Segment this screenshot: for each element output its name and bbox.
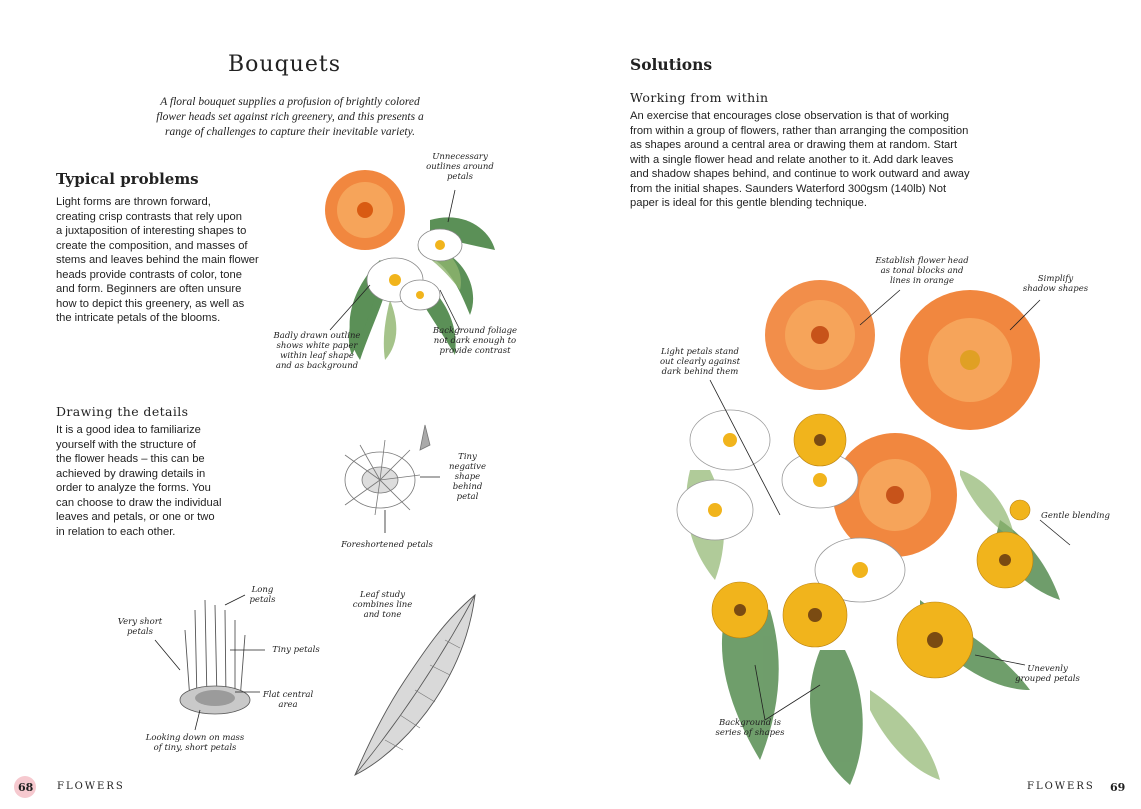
annotation-background-shapes: Background is series of shapes: [715, 718, 785, 738]
annotation-flat-central: Flat central area: [262, 690, 314, 710]
typical-problems-body: Light forms are thrown forward, creating crisp contrasts that rely upon a juxtaposition of interesting shapes to create the composition, and masses of stems and leaves behind the main flower heads provide contrasts of color, tone and form. Beginners are often unsure how to depict this greenery, as well as the intricate petals of the blooms.: [56, 196, 259, 324]
short-petals-sketch: [155, 590, 275, 730]
annotation-long-petals: Long petals: [249, 585, 276, 605]
annotation-tiny-negative: Tiny negative shape behind petal: [449, 452, 486, 502]
drawing-details-heading: Drawing the details: [56, 404, 189, 419]
solutions-heading: Solutions: [630, 55, 713, 74]
drawing-details-body: It is a good idea to familiarize yourself with the structure of the flower heads – this can be achieved by drawing details in order to analyze the forms. You can choose to draw the individual leaves and petals, or one or two in relation to each other.: [56, 424, 222, 538]
working-within-heading: Working from within: [630, 90, 769, 105]
annotation-gentle-blending: Gentle blending: [1041, 511, 1110, 521]
annotation-looking-down: Looking down on mass of tiny, short petals: [145, 733, 245, 753]
annotation-unnecessary-outlines: Unnecessary outlines around petals: [426, 152, 494, 182]
orange-flower: [325, 170, 405, 250]
orange-flower-top: [765, 280, 875, 390]
flower-sketch-illustration: [325, 415, 445, 535]
annotation-foreshortened: Foreshortened petals: [341, 540, 433, 550]
annotation-unevenly: Unevenly grouped petals: [1015, 664, 1080, 684]
section-label-left: FLOWERS: [57, 781, 125, 792]
page-number-left: 68: [18, 781, 34, 794]
annotation-light-petals: Light petals stand out clearly against dark behind them: [659, 347, 741, 377]
typical-problems-heading: Typical problems: [56, 170, 199, 188]
working-within-body: An exercise that encourages close observation is that of working from within a group of flowers, rather than arranging the composition as shapes around a central area or drawing them at random. Start with a single flower head and relate another to it. Add dark leaves and shadow shapes behind, and continue to work outward and away from the initial shapes. Saunders Waterford 300gsm (140lb) Not paper is ideal for this gentle blending technique.: [630, 110, 970, 209]
annotation-leaf-study: Leaf study combines line and tone: [352, 590, 413, 620]
orange-flower-right: [900, 290, 1040, 430]
annotation-tiny-petals: Tiny petals: [272, 645, 320, 655]
page-title: Bouquets: [228, 52, 341, 77]
section-label-right: FLOWERS: [1027, 781, 1095, 792]
annotation-badly-drawn: Badly drawn outline shows white paper within leaf shape and as background: [273, 331, 361, 371]
annotation-simplify: Simplify shadow shapes: [1022, 274, 1089, 294]
annotation-very-short: Very short petals: [117, 617, 163, 637]
annotation-establish: Establish flower head as tonal blocks and lines in orange: [875, 256, 969, 286]
intro-text: A floral bouquet supplies a profusion of brightly colored flower heads set against rich greenery, and this presents a range of challenges to capture their inevitable variety.: [156, 96, 424, 138]
page-number-right: 69: [1110, 781, 1126, 794]
annotation-background-foliage: Background foliage not dark enough to provide contrast: [432, 326, 518, 356]
